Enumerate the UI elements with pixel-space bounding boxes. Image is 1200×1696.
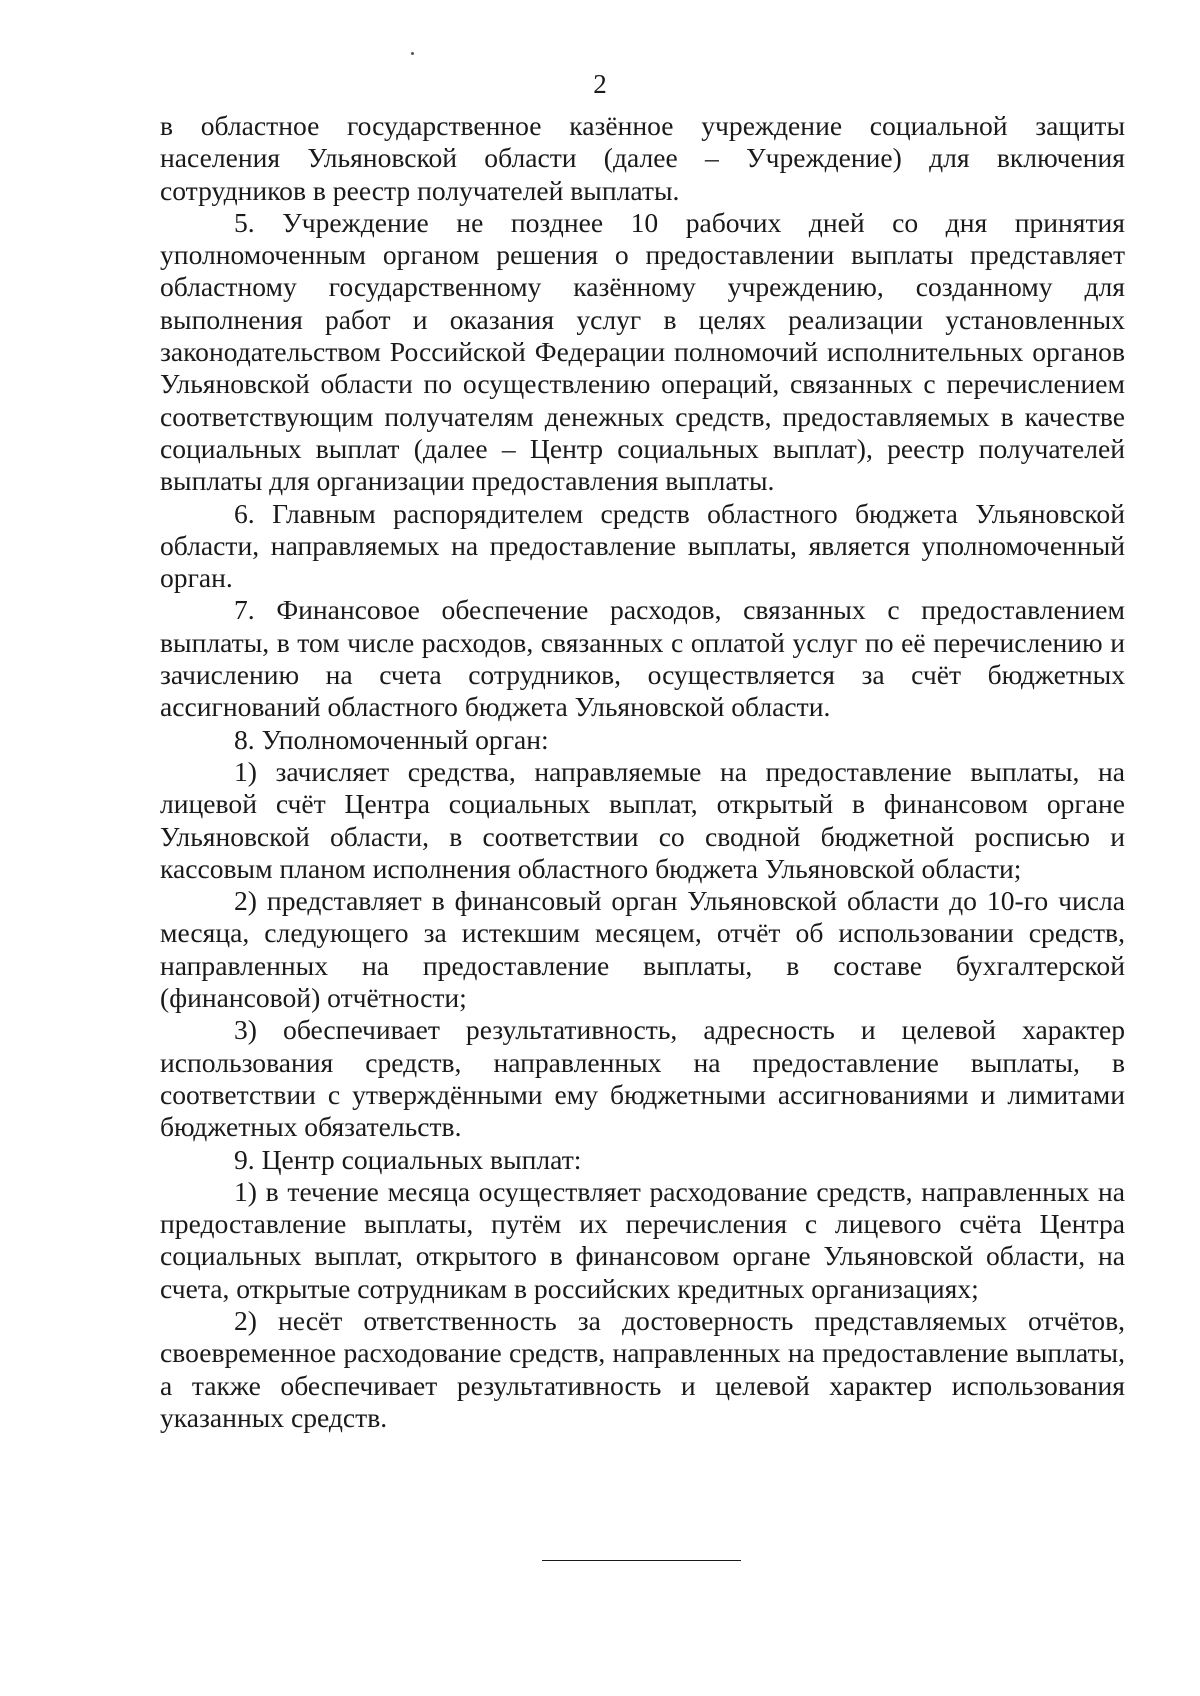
paragraph-item-7: 7. Финансовое обеспечение расходов, связанных с предоставлением выплаты, в том числе расходов, связанных с оплатой услуг по её перечислению и зачислению на счета сотрудников, осуществляется за счёт бюджетных ассигнований областного бюджета Ульяновской области. (160, 594, 1125, 723)
paragraph-continuation: в областное государственное казённое учреждение социальной защиты населения Ульяновской области (далее – Учреждение) для включения сотрудников в реестр получателей выплаты. (160, 110, 1125, 206)
paragraph-item-5: 5. Учреждение не позднее 10 рабочих дней со дня принятия уполномоченным органом решения о предоставлении выплаты представляет областному государственному казённому учреждению, созданному для выполнения работ и оказания услуг в целях реализации установленных законодательством Российской Федерации полномочий исполнительных органов Ульяновской области по осуществлению операций, связанных с перечислением соответствующим получателям денежных средств, предоставляемых в качестве социальных выплат (далее – Центр социальных выплат), реестр получателей выплаты для организации предоставления выплаты. (160, 206, 1125, 497)
paragraph-item-8-heading: 8. Уполномоченный орган: (234, 723, 549, 755)
scan-speck (411, 52, 414, 55)
paragraph-item-8-sub-2: 2) представляет в финансовый орган Ульяновской области до 10-го числа месяца, следующего за истекшим месяцем, отчёт об использовании средств, направленных на предоставление выплаты, в составе бухгалтерской (финансовой) отчётности; (160, 885, 1125, 1014)
document-body (160, 110, 1125, 1434)
end-of-document-rule (542, 1560, 741, 1561)
paragraph-item-8-sub-1: 1) зачисляет средства, направляемые на предоставление выплаты, на лицевой счёт Центра социальных выплат, открытый в финансовом органе Ульяновской области, в соответствии со сводной бюджетной росписью и кассовым планом исполнения областного бюджета Ульяновской области; (160, 755, 1125, 884)
paragraph-item-8-sub-3: 3) обеспечивает результативность, адресность и целевой характер использования средств, направленных на предоставление выплаты, в соответствии с утверждёнными ему бюджетными ассигнованиями и лимитами бюджетных обязательств. (160, 1014, 1125, 1143)
paragraph-item-9-heading: 9. Центр социальных выплат: (234, 1143, 582, 1175)
paragraph-item-9-sub-1: 1) в течение месяца осуществляет расходование средств, направленных на предоставление выплаты, путём их перечисления с лицевого счёта Центра социальных выплат, открытого в финансовом органе Ульяновской области, на счета, открытые сотрудникам в российских кредитных организациях; (160, 1175, 1125, 1304)
paragraph-item-9-sub-2: 2) несёт ответственность за достоверность представляемых отчётов, своевременное расходование средств, направленных на предоставление выплаты, а также обеспечивает результативность и целевой характер использования указанных средств. (160, 1304, 1125, 1433)
page-number: 2 (593, 69, 607, 99)
paragraph-item-6: 6. Главным распорядителем средств областного бюджета Ульяновской области, направляемых на предоставление выплаты, является уполномоченный орган. (160, 497, 1125, 594)
